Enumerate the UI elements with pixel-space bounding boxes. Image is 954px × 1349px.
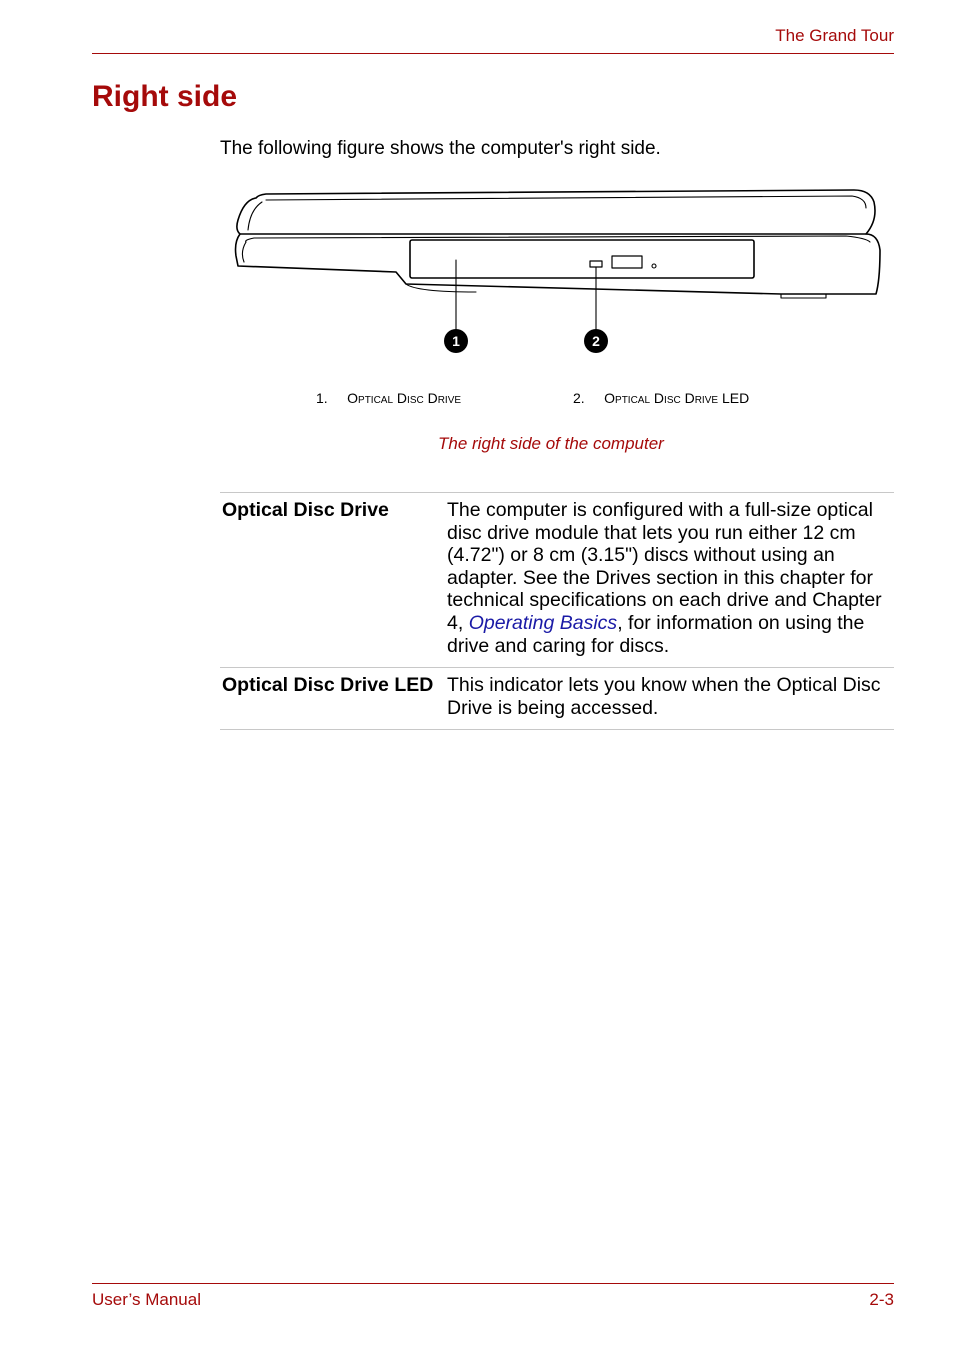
footer-rule xyxy=(92,1283,894,1284)
definition-optical-disc-drive xyxy=(442,493,894,668)
header-rule xyxy=(92,53,894,54)
legend-item-1 xyxy=(316,390,461,406)
table-row xyxy=(220,668,894,730)
running-header: The Grand Tour xyxy=(775,26,894,45)
legend-item-2 xyxy=(573,390,749,406)
legend-item-1-number: 1. xyxy=(316,390,328,406)
component-description-table xyxy=(220,492,894,730)
figure-caption: The right side of the computer xyxy=(438,434,664,453)
page-number: 2-3 xyxy=(869,1290,894,1309)
laptop-illustration xyxy=(226,180,886,360)
definition-optical-disc-drive-led: This indicator lets you know when the Optical Disc Drive is being accessed. xyxy=(447,674,881,719)
callout-2-label: 2 xyxy=(592,333,600,349)
definition-text-start: The computer is configured with a full-size optical disc drive module that lets you run either 12 cm (4.72") or 8 cm (3.15") discs without using an adapter. See the Drives section in this chapter for technical specifications on each drive and Chapter 4, xyxy=(447,499,882,634)
callout-1-label: 1 xyxy=(452,333,460,349)
intro-paragraph: The following figure shows the computer's right side. xyxy=(220,138,661,159)
operating-basics-link[interactable]: Operating Basics xyxy=(468,611,618,634)
laptop-right-side-figure xyxy=(226,180,886,365)
definition-text-end: , for information on using the drive and caring for discs. xyxy=(447,611,865,657)
callout-2-marker xyxy=(584,329,608,353)
legend-item-2-label: Optical Disc Drive xyxy=(604,390,719,406)
callout-1-marker xyxy=(444,329,468,353)
legend-item-2-suffix: LED xyxy=(721,390,750,406)
term-optical-disc-drive: Optical Disc Drive xyxy=(222,499,389,521)
term-optical-disc-drive-led: Optical Disc Drive LED xyxy=(222,674,434,697)
page-title: Right side xyxy=(92,80,238,113)
legend-item-1-label: Optical Disc Drive xyxy=(347,390,462,406)
table-row xyxy=(220,493,894,668)
footer-manual-title: User’s Manual xyxy=(92,1290,201,1309)
legend-item-2-number: 2. xyxy=(573,390,585,406)
